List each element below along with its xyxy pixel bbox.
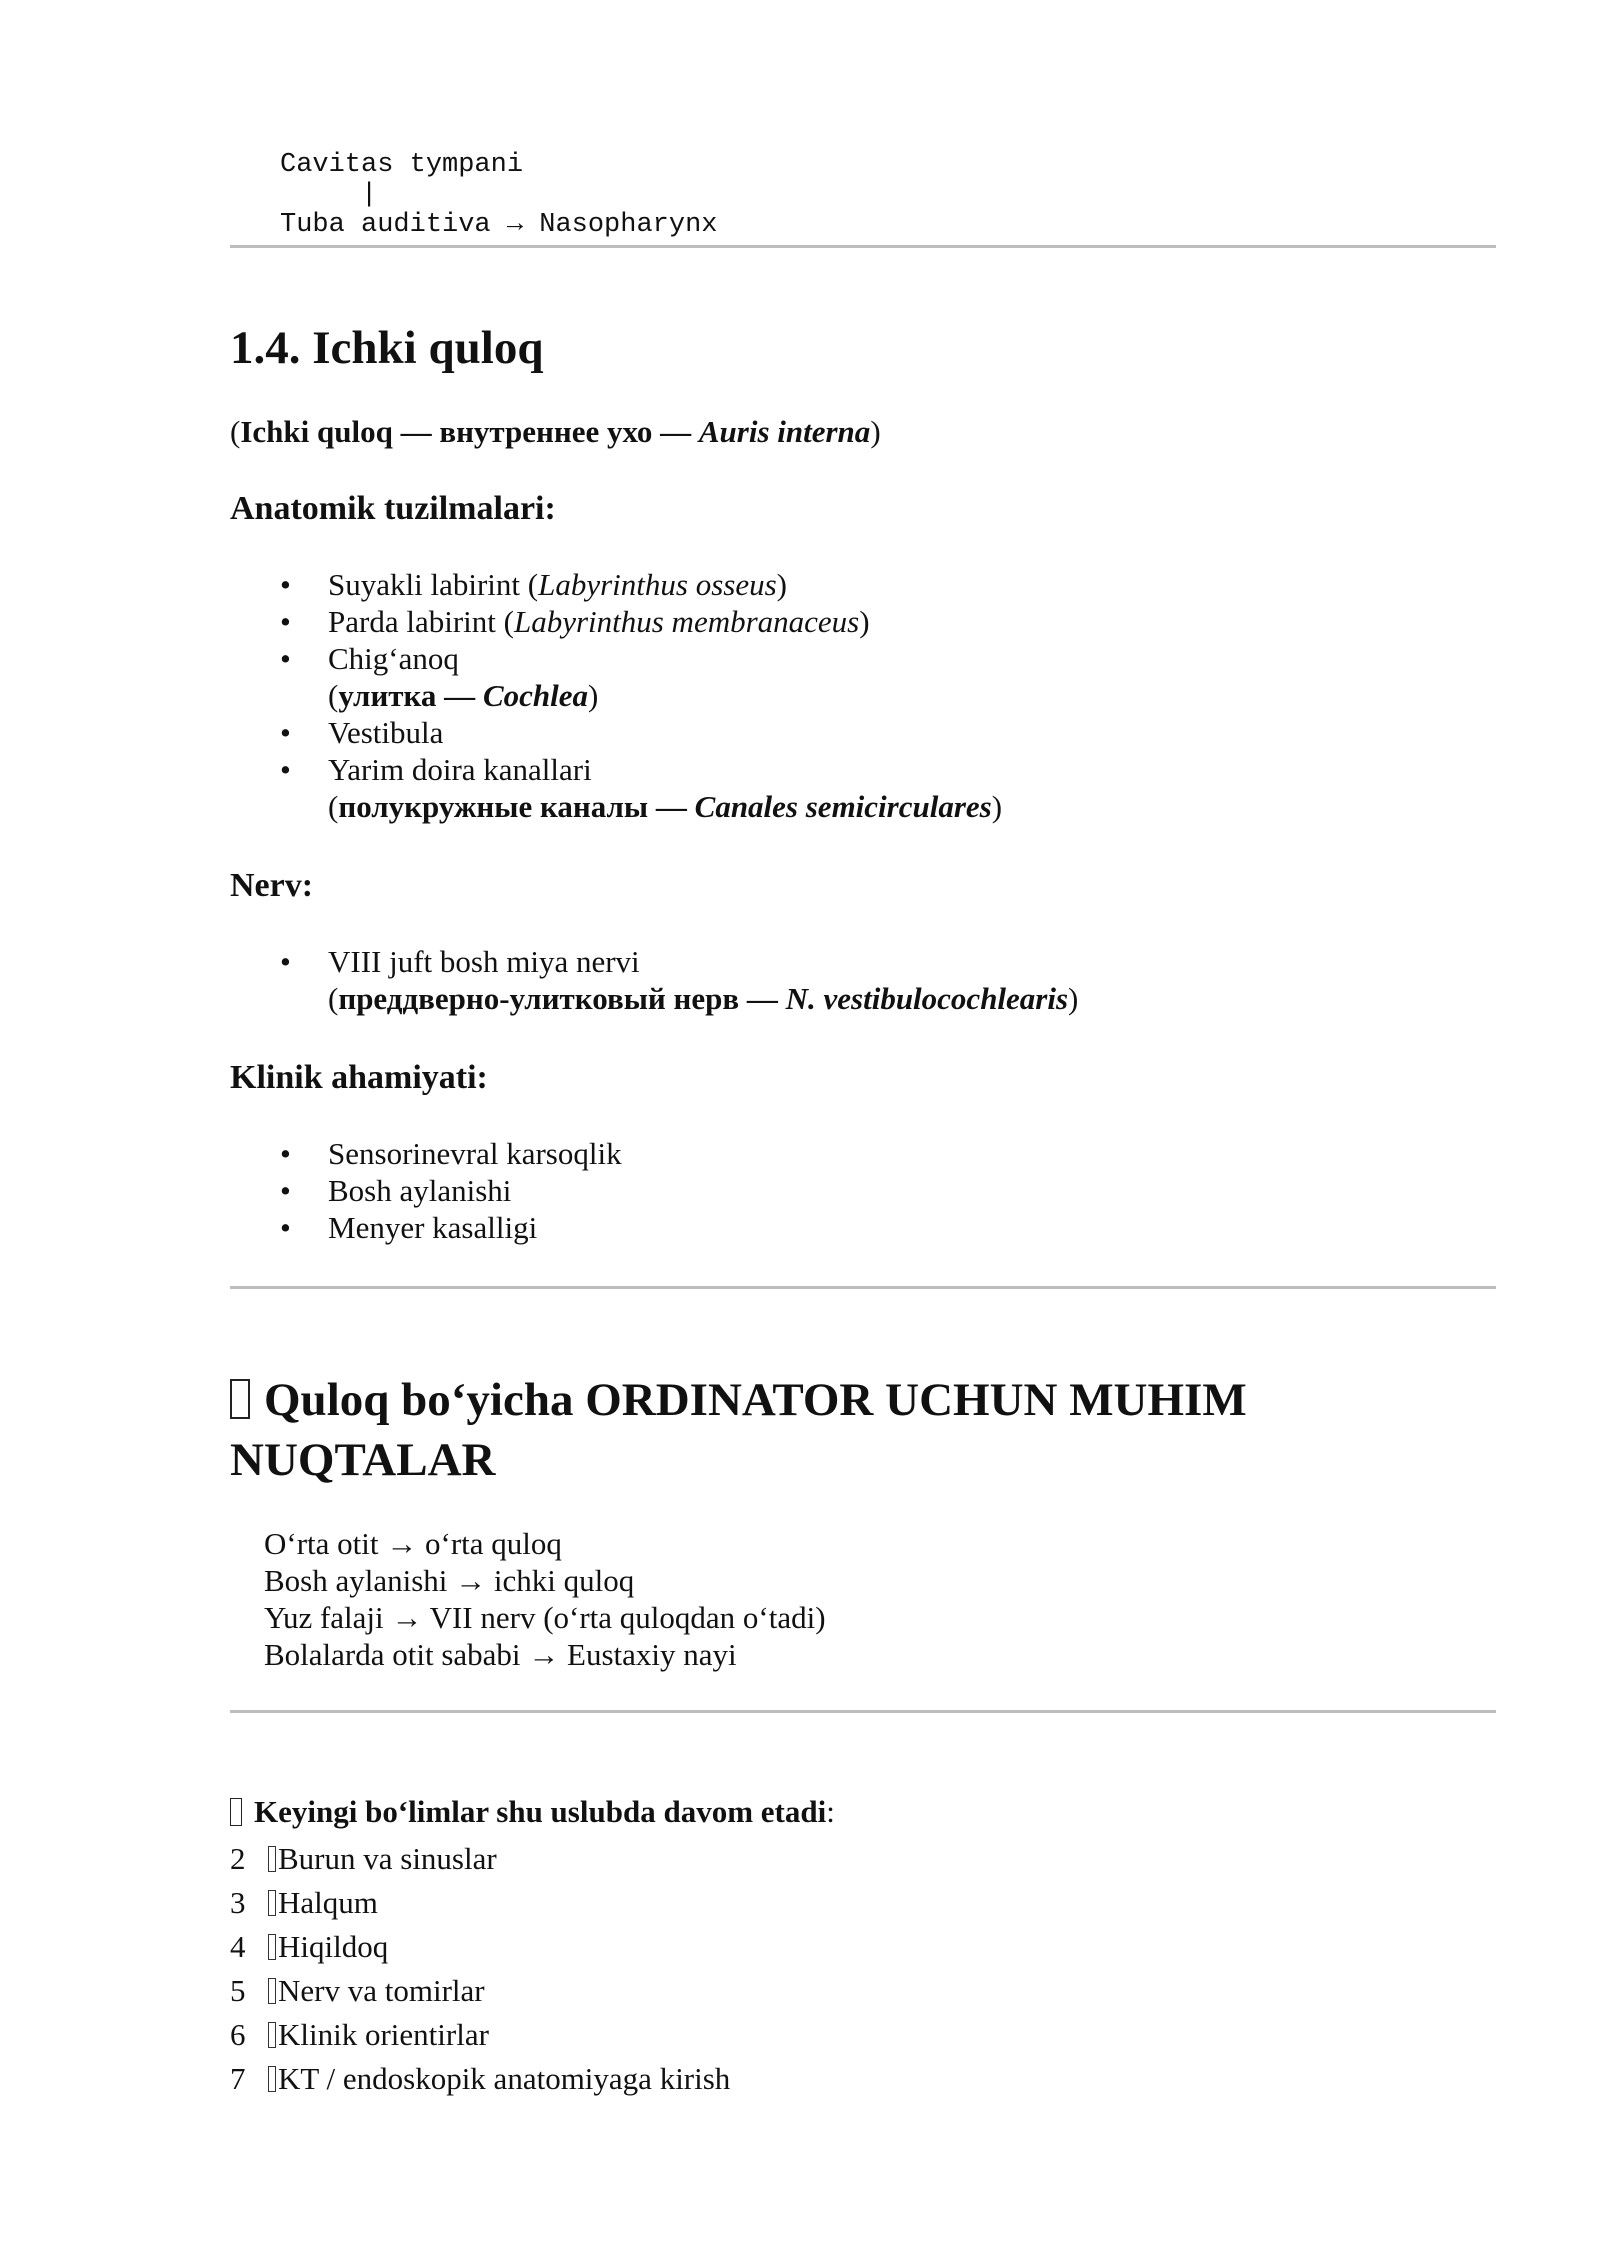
nerve-heading: Nerv: <box>230 867 314 904</box>
horizontal-rule <box>230 1710 1496 1713</box>
missing-glyph-icon <box>268 1978 276 2004</box>
list-item: 2 Burun va sinuslar <box>230 1841 497 1876</box>
missing-glyph-icon <box>268 2022 276 2048</box>
point-line: O‘rta otit → o‘rta quloq <box>264 1526 562 1561</box>
list-item: • Menyer kasalligi <box>230 1209 622 1246</box>
code-diagram <box>280 150 717 240</box>
missing-glyph-icon <box>230 1379 250 1419</box>
list-item: 6 Klinik orientirlar <box>230 2017 489 2052</box>
list-item: • Sensorinevral karsoqlik <box>230 1135 622 1172</box>
section-heading-ichki-quloq: 1.4. Ichki quloq <box>230 322 544 374</box>
point-line: Yuz falaji → VII nerv (o‘rta quloqdan o‘tadi) <box>264 1600 826 1635</box>
missing-glyph-icon <box>268 2066 276 2092</box>
anatomy-heading: Anatomik tuzilmalari: <box>230 490 556 527</box>
list-item: • Yarim doira kanallari (полукружные каналы — Canales semicirculares) <box>230 751 1002 825</box>
horizontal-rule <box>230 245 1496 248</box>
missing-glyph-icon <box>230 1798 242 1826</box>
important-points-heading: Quloq bo‘yicha ORDINATOR UCHUN MUHIM NUQTALAR <box>230 1374 1247 1486</box>
clinical-heading: Klinik ahamiyati: <box>230 1059 488 1096</box>
list-item: • Suyakli labirint (Labyrinthus osseus) <box>230 566 1002 603</box>
list-item: • Vestibula <box>230 714 1002 751</box>
missing-glyph-icon <box>268 1890 276 1916</box>
list-item: • Bosh aylanishi <box>230 1172 622 1209</box>
nerve-list <box>230 943 1078 1017</box>
list-item: • Chig‘anoq (улитка — Cochlea) <box>230 640 1002 714</box>
next-sections-list <box>230 1837 730 2101</box>
anatomy-list <box>230 566 1002 825</box>
list-item: 3 Halqum <box>230 1885 378 1920</box>
next-sections-title: Keyingi bo‘limlar shu uslubda davom etadi: <box>230 1792 835 1832</box>
horizontal-rule <box>230 1286 1496 1289</box>
important-points <box>264 1525 826 1673</box>
list-item: • VIII juft bosh miya nervi (преддверно-улитковый нерв — N. vestibulocochlearis) <box>230 943 1078 1017</box>
list-item: 7 KT / endoskopik anatomiyaga kirish <box>230 2061 731 2096</box>
section-subtitle: (Ichki quloq — внутреннее ухо — Auris interna) <box>230 414 881 449</box>
point-line: Bosh aylanishi → ichki quloq <box>264 1563 635 1598</box>
code-line-1: Cavitas tympani <box>280 150 524 180</box>
code-line-3: Tuba auditiva → Nasopharynx <box>280 210 718 240</box>
missing-glyph-icon <box>268 1934 276 1960</box>
list-item: 5 Nerv va tomirlar <box>230 1973 485 2008</box>
code-line-2: | <box>280 180 378 210</box>
list-item: 4 Hiqildoq <box>230 1929 389 1964</box>
missing-glyph-icon <box>268 1846 276 1872</box>
list-item: • Parda labirint (Labyrinthus membranaceus) <box>230 603 1002 640</box>
point-line: Bolalarda otit sababi → Eustaxiy nayi <box>264 1637 737 1672</box>
clinical-list <box>230 1135 622 1246</box>
